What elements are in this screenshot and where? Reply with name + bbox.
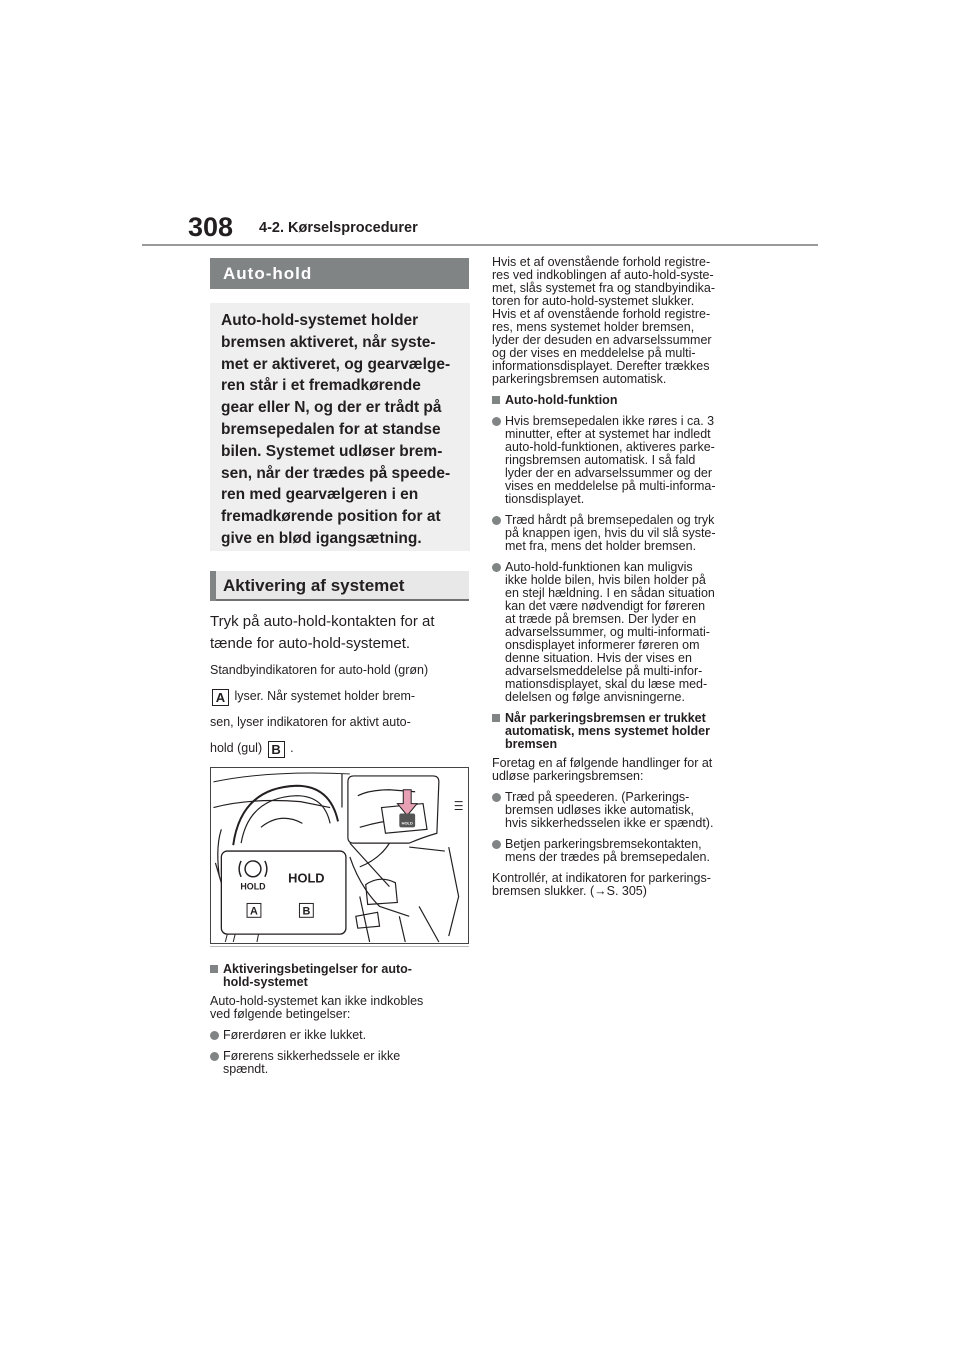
heading-line: Når parkeringsbremsen er trukket: [505, 711, 706, 725]
list-item: [492, 561, 754, 704]
bullet-line: met fra, mens det holder bremsen.: [505, 539, 697, 553]
lead-line: Tryk på auto-hold-kontakten for at: [210, 613, 435, 630]
list-item: [492, 514, 754, 553]
bullet-line: advarselsmeddelelse på multi-infor-: [505, 664, 703, 678]
label-a-box: A: [212, 689, 229, 706]
para-line: Foretag en af følgende handlinger for at: [492, 756, 713, 770]
figure-label-a: A: [250, 905, 258, 918]
bullet-icon: [492, 840, 501, 849]
page-reference-link[interactable]: S. 305): [606, 884, 647, 898]
closing-paragraph: [492, 872, 754, 898]
bullet-line: lyder der en advarselssummer og der: [505, 466, 713, 480]
square-bullet-icon: [492, 714, 500, 722]
lead-line: tænde for auto-hold-systemet.: [210, 634, 411, 652]
section-heading-activation: [210, 571, 469, 601]
bullet-icon: [210, 1052, 219, 1061]
parking-heading: [492, 712, 754, 751]
para-line: res ved indkoblingen af auto-hold-syste-: [492, 268, 714, 282]
closing-text: bremsen slukker. (: [492, 884, 595, 898]
indicator-line-text: hold (gul): [210, 741, 263, 755]
label-b-box: B: [268, 741, 285, 758]
summary-line: Auto-hold-systemet holder: [221, 312, 419, 329]
bullet-line: delelsen og følge anvisningerne.: [505, 690, 685, 704]
indicator-description: [210, 657, 472, 761]
para-line: res, mens systemet holder bremsen,: [492, 320, 695, 334]
para-line: informationsdisplayet. Derefter trækkes: [492, 359, 710, 373]
square-bullet-icon: [210, 965, 218, 973]
parking-intro: [492, 757, 754, 783]
summary-line: gear eller N, og der er trådt på: [221, 399, 442, 417]
heading-accent: [210, 571, 216, 601]
bullet-line: onsdisplayet informerer føreren om: [505, 638, 700, 652]
summary-line: ren med gearvælgeren i en: [221, 486, 419, 504]
summary-line: bremsen aktiveret, når syste-: [221, 333, 436, 351]
summary-line: fremadkørende position for at: [221, 508, 441, 526]
bullet-icon: [492, 516, 501, 525]
para-line: [492, 885, 754, 898]
bullet-line: ikke holde bilen, hvis bilen holder på: [505, 573, 706, 587]
bullet-line: auto-hold-funktionen, aktiveres parke-: [505, 440, 715, 454]
section-heading-text: Aktivering af systemet: [223, 576, 405, 595]
square-bullet-icon: [492, 396, 500, 404]
indicator-line-text: lyser. Når systemet holder brem-: [234, 689, 416, 703]
para-line: Auto-hold-systemet kan ikke indkobles: [210, 994, 424, 1008]
bullet-line: en stejl hældning. I en sådan situation: [505, 586, 715, 600]
para-line: Hvis et af ovenstående forhold registre-: [492, 307, 711, 321]
bullet-line: minutter, efter at systemet har indledt: [505, 427, 711, 441]
list-item: [492, 791, 754, 830]
para-line: udløse parkeringsbremsen:: [492, 769, 644, 783]
conditions-heading: [210, 963, 472, 989]
bullet-line: mationsdisplayet, skal du læse med-: [505, 677, 708, 691]
para-line: ved følgende betingelser:: [210, 1007, 351, 1021]
bullet-icon: [492, 563, 501, 572]
bullet-line: mens der trædes på bremsepedalen.: [505, 850, 710, 864]
list-item: [492, 838, 754, 864]
dashboard-illustration: [210, 767, 469, 944]
list-item: [210, 1029, 472, 1042]
bullet-icon: [492, 793, 501, 802]
function-heading: [492, 394, 754, 407]
page-number: 308: [188, 212, 234, 242]
summary-line: give en blød igangsætning.: [221, 529, 422, 547]
bullet-icon: [492, 417, 501, 426]
bullet-line: Træd på speederen. (Parkerings-: [505, 790, 690, 804]
bullet-line: Auto-hold-funktionen kan muligvis: [505, 560, 693, 574]
summary-line: bremsepedalen for at standse: [221, 420, 441, 438]
bullet-line: ringsbremsen automatisk. I så fald: [505, 453, 696, 467]
intro-paragraph: [492, 256, 754, 386]
bullet-line: vises en meddelelse på multi-informa-: [505, 479, 716, 493]
bullet-line: denne situation. Hvis der vises en: [505, 651, 692, 665]
para-line: og der vises en meddelelse på multi-: [492, 346, 696, 360]
bullet-line: tionsdisplayet.: [505, 492, 585, 506]
indicator-line: [210, 683, 472, 709]
list-item: [210, 1050, 472, 1076]
bullet-line: Hvis bremsepedalen ikke røres i ca. 3: [505, 414, 715, 428]
header-divider: [142, 244, 818, 246]
heading-line: hold-systemet: [223, 975, 308, 989]
indicator-line: [210, 735, 472, 761]
bullet-line: Træd hårdt på bremsepedalen og tryk: [505, 513, 715, 527]
section-heading-auto-hold: Auto-hold: [210, 258, 469, 289]
summary-line: met er aktiveret, og gearvælge-: [221, 355, 451, 373]
summary-box: [210, 303, 470, 551]
bullet-line: Førerens sikkerhedssele er ikke: [223, 1049, 401, 1063]
bullet-line: bremsen udløses ikke automatisk,: [505, 803, 694, 817]
para-line: parkeringsbremsen automatisk.: [492, 372, 667, 386]
indicator-line: sen, lyser indikatoren for aktivt auto-: [210, 715, 411, 729]
para-line: toren for auto-hold-systemet slukker.: [492, 294, 695, 308]
summary-line: bilen. Systemet udløser brem-: [221, 442, 443, 460]
right-column: [492, 256, 754, 898]
bullet-line: Førerdøren er ikke lukket.: [223, 1028, 367, 1042]
hold-icon-label: HOLD: [240, 881, 266, 892]
summary-line: sen, når der trædes på speede-: [221, 464, 451, 482]
heading-line: Aktiveringsbetingelser for auto-: [223, 962, 412, 976]
summary-line: ren står i et fremadkørende: [221, 377, 421, 395]
activation-lead: [210, 611, 472, 654]
figure-divider: [210, 946, 469, 947]
heading-line: automatisk, mens systemet holder: [505, 724, 710, 738]
figure-label-b: B: [302, 905, 311, 918]
bullet-line: advarselssummer, og multi-informati-: [505, 625, 710, 639]
section-title: 4-2. Kørselsprocedurer: [259, 220, 418, 236]
para-line: met, slås systemet fra og standbyindika-: [492, 281, 716, 295]
bullet-line: at træde på bremsen. Der lyder en: [505, 612, 697, 626]
conditions-section: [210, 963, 472, 1076]
button-label: HOLD: [401, 820, 413, 826]
arrow-right-icon: →: [594, 884, 607, 898]
bullet-line: spændt.: [223, 1062, 269, 1076]
list-item: [492, 415, 754, 506]
heading-line: bremsen: [505, 737, 558, 751]
bullet-line: Betjen parkeringsbremsekontakten,: [505, 837, 702, 851]
bullet-line: på knappen igen, hvis du vil slå syste-: [505, 526, 716, 540]
bullet-line: kan det være nødvendigt for føreren: [505, 599, 706, 613]
bullet-icon: [210, 1031, 219, 1040]
para-line: Hvis et af ovenstående forhold registre-: [492, 255, 711, 269]
heading-line: Auto-hold-funktion: [505, 393, 618, 407]
indicator-line-text: .: [290, 741, 294, 755]
indicator-line: Standbyindikatoren for auto-hold (grøn): [210, 663, 429, 677]
conditions-intro: [210, 995, 472, 1021]
para-line: Kontrollér, at indikatoren for parkerings-: [492, 871, 711, 885]
active-hold-indicator: HOLD: [288, 870, 325, 886]
bullet-line: hvis sikkerhedsselen ikke er spændt).: [505, 816, 714, 830]
para-line: lyder der desuden en advarselssummer: [492, 333, 712, 347]
